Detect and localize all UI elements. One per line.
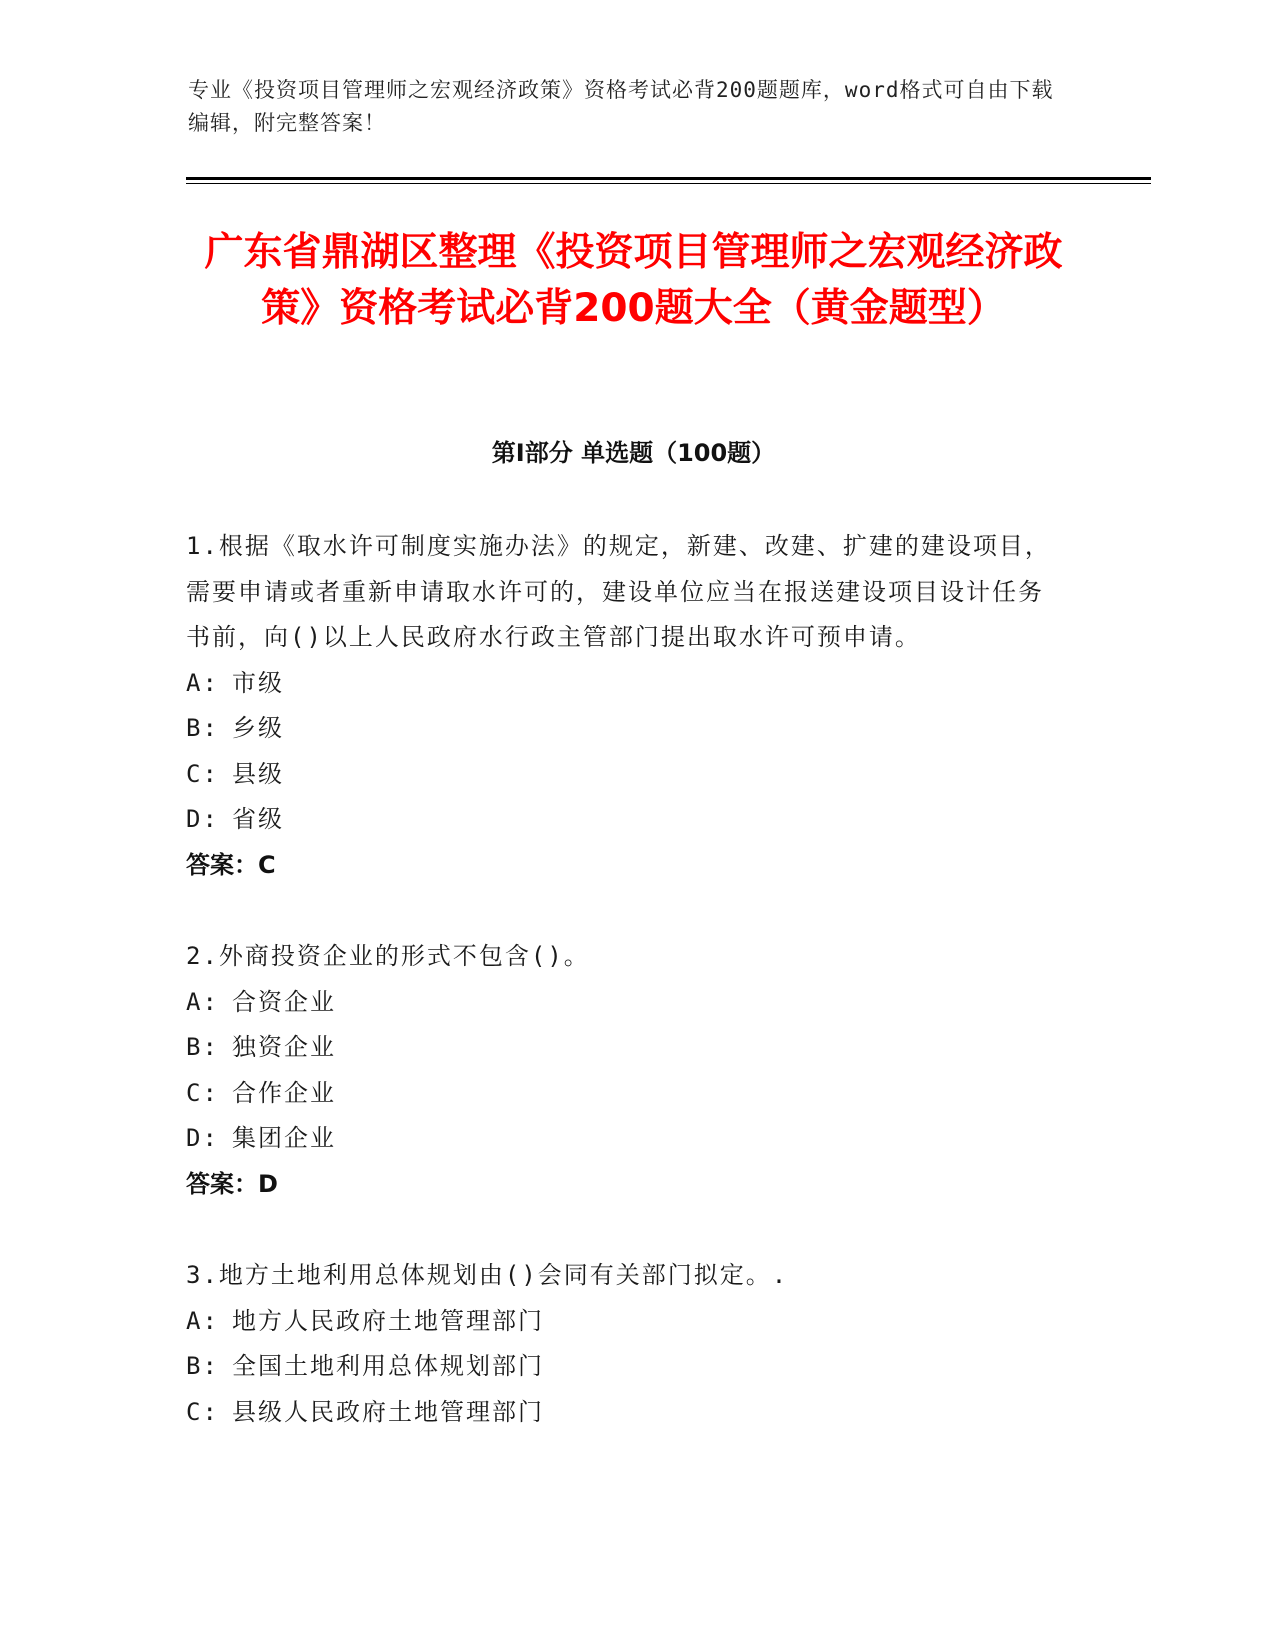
option-text: 省级	[232, 805, 284, 833]
option-label: A:	[186, 987, 219, 1016]
option-text: 全国土地利用总体规划部门	[232, 1352, 544, 1380]
option-label: B:	[186, 1033, 219, 1061]
option-label: B:	[186, 1352, 219, 1380]
option-label: A:	[186, 668, 219, 697]
option-b	[186, 1025, 1066, 1071]
question-text: 2.外商投资企业的形式不包含()。	[186, 942, 590, 970]
header-note: 专业《投资项目管理师之宏观经济政策》资格考试必背200题题库，word格式可自由下载编辑，附完整答案！	[188, 78, 1054, 135]
option-text: 市级	[232, 668, 284, 697]
question-3	[186, 1253, 1066, 1435]
option-label: A:	[186, 1306, 219, 1335]
option-a	[186, 1299, 1066, 1345]
question-1	[186, 524, 1066, 888]
option-text: 县级	[232, 759, 284, 788]
header-divider-thin	[186, 183, 1151, 184]
option-label: D:	[186, 805, 219, 833]
option-label: C:	[186, 759, 219, 788]
answer: 答案：D	[186, 1169, 278, 1198]
option-text: 独资企业	[232, 1033, 336, 1061]
option-a	[186, 661, 1066, 707]
option-label: D:	[186, 1124, 219, 1152]
section-heading: 第Ⅰ部分 单选题（100题）	[491, 439, 776, 467]
option-text: 县级人民政府土地管理部门	[232, 1397, 544, 1426]
option-d	[186, 797, 1066, 843]
option-text: 地方人民政府土地管理部门	[232, 1306, 544, 1335]
option-label: C:	[186, 1078, 219, 1107]
option-c	[186, 1071, 1066, 1117]
option-label: C:	[186, 1397, 219, 1426]
option-text: 集团企业	[232, 1124, 336, 1152]
option-a	[186, 980, 1066, 1026]
document-title: 广东省鼎湖区整理《投资项目管理师之宏观经济政策》资格考试必背200题大全（黄金题型）	[204, 230, 1063, 331]
option-label: B:	[186, 714, 219, 742]
option-b	[186, 706, 1066, 752]
option-d	[186, 1116, 1066, 1162]
option-b	[186, 1344, 1066, 1390]
question-text: 3.地方土地利用总体规划由()会同有关部门拟定。.	[186, 1261, 789, 1289]
option-c	[186, 752, 1066, 798]
option-text: 合作企业	[232, 1078, 336, 1107]
answer: 答案：C	[186, 850, 276, 879]
question-text: 1.根据《取水许可制度实施办法》的规定，新建、改建、扩建的建设项目，需要申请或者重新申请取水许可的，建设单位应当在报送建设项目设计任务书前，向()以上人民政府水行政主管部门提出取水许可预申请。	[186, 532, 1051, 651]
option-c	[186, 1390, 1066, 1436]
question-2	[186, 934, 1066, 1207]
question-list	[186, 524, 1066, 1481]
option-text: 合资企业	[232, 987, 336, 1016]
option-text: 乡级	[232, 714, 284, 742]
header-divider-thick	[186, 177, 1151, 180]
